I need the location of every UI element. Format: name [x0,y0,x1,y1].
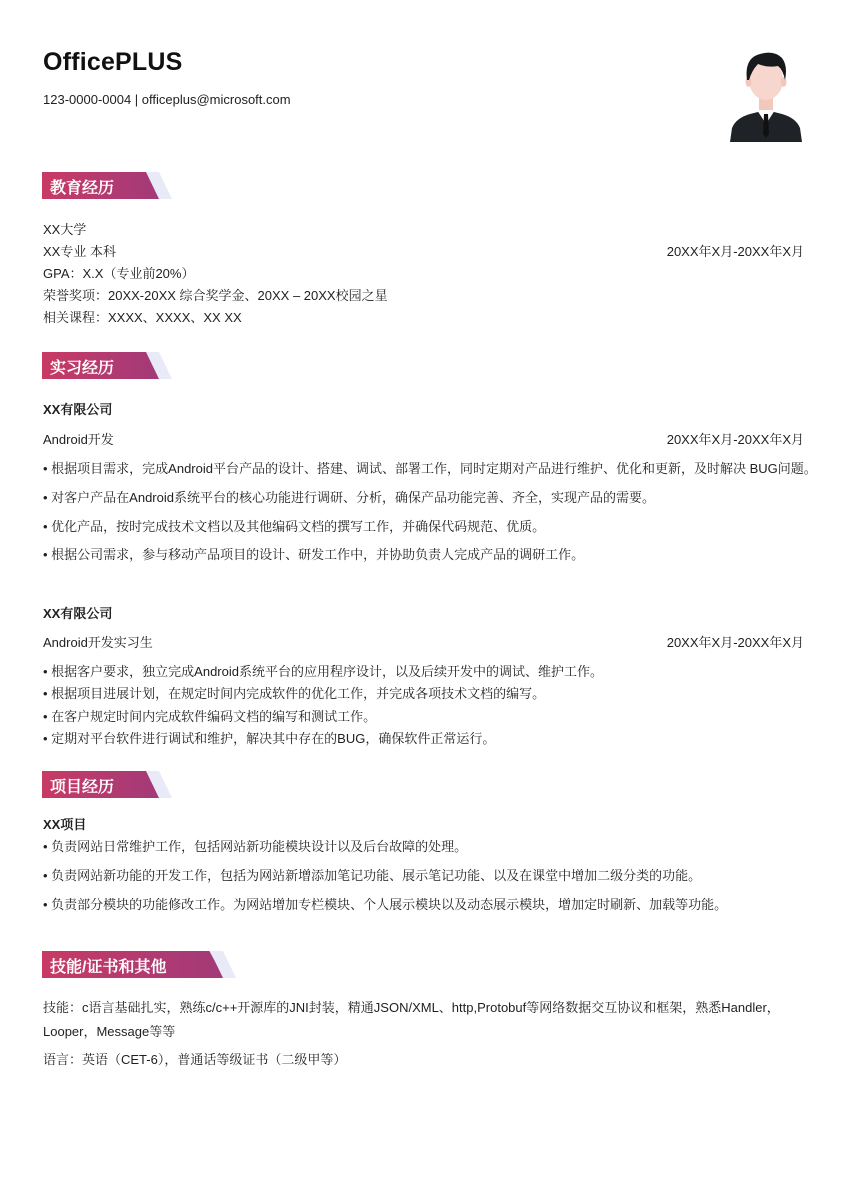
contact-info: 123-0000-0004 | officeplus@microsoft.com [43,92,291,107]
skills-text: 技能：c语言基础扎实，熟练c/c++开源库的JNI封装，精通JSON/XML、http,Protobuf等网络数据交互协议和框架，熟悉Handler， [43,1000,780,1015]
list-item: • 对客户产品在Android系统平台的核心功能进行调研、分析，确保产品功能完善、齐全，实现产品的需要。 [43,487,655,506]
list-item: • 在客户规定时间内完成软件编码文档的编写和测试工作。 [43,706,376,725]
section-header-skills [42,951,172,978]
gpa: GPA：X.X（专业前20%） [43,266,195,281]
section-title: 教育经历 [50,180,115,197]
skills-text-continued: Looper，Message等等 [43,1024,176,1039]
section-header-education [42,172,172,199]
list-item: • 根据项目进展计划，在规定时间内完成软件的优化工作，并完成各项技术文档的编写。 [43,683,545,702]
list-item: • 负责网站新功能的开发工作，包括为网站新增添加笔记功能、展示笔记功能、以及在课堂中增加二级分类的功能。 [43,865,701,884]
list-item: • 优化产品，按时完成技术文档以及其他编码文档的撰写工作，并确保代码规范、优质。 [43,516,545,535]
section-title: 实习经历 [50,360,115,377]
job-period: 20XX年X月-20XX年X月 [666,635,804,650]
section-title: 技能/证书和其他 [50,959,167,976]
school-name: XX大学 [43,222,87,237]
section-title: 项目经历 [50,779,115,796]
list-item: • 根据公司需求，参与移动产品项目的设计、研发工作中，并协助负责人完成产品的调研工作。 [43,544,584,563]
job-role: Android开发 [43,432,114,447]
list-item: • 负责网站日常维护工作，包括网站新功能模块设计以及后台故障的处理。 [43,836,467,855]
list-item: • 根据项目需求，完成Android平台产品的设计、搭建、调试、部署工作，同时定期对产品进行维护、优化和更新，及时解决 BUG问题。 [43,458,817,477]
section-header-projects [42,771,172,798]
education-period: 20XX年X月-20XX年X月 [666,244,804,259]
list-item: • 负责部分模块的功能修改工作。为网站增加专栏模块、个人展示模块以及动态展示模块，增加定时刷新、加载等功能。 [43,894,727,913]
language-text: 语言：英语（CET-6），普通话等级证书（二级甲等） [43,1052,347,1067]
job-role: Android开发实习生 [43,635,153,650]
project-name: XX项目 [43,817,87,832]
avatar [728,44,804,142]
section-header-internship [42,352,172,379]
company-name: XX有限公司 [43,606,113,621]
company-name: XX有限公司 [43,402,113,417]
job-period: 20XX年X月-20XX年X月 [666,432,804,447]
courses: 相关课程：XXXX、XXXX、XX XX [43,310,242,325]
list-item: • 根据客户要求，独立完成Android系统平台的应用程序设计，以及后续开发中的调试、维护工作。 [43,661,603,680]
honors: 荣誉奖项：20XX-20XX 综合奖学金、20XX – 20XX校园之星 [43,288,388,303]
major-degree: XX专业 本科 [43,244,116,259]
list-item: • 定期对平台软件进行调试和维护，解决其中存在的BUG，确保软件正常运行。 [43,728,495,747]
candidate-name: OfficePLUS [43,48,183,76]
